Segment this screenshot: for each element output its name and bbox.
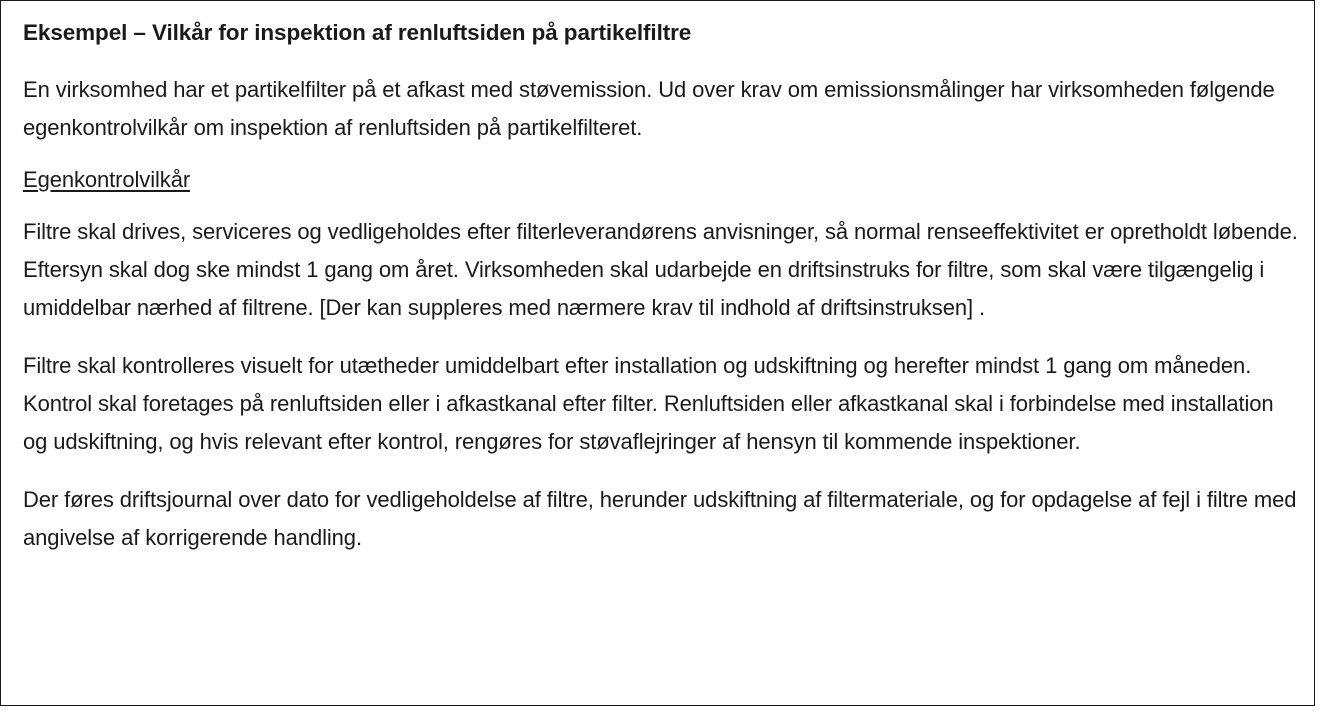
intro-paragraph: En virksomhed har et partikelfilter på et afkast med støvemission. Ud over krav om emissionsmålinger har virksomheden følgende egenkontrolvilkår om inspektion af renluftsiden på partikelfilteret.: [23, 77, 1275, 140]
condition-paragraph-journal: Der føres driftsjournal over dato for vedligeholdelse af filtre, herunder udskiftning af filtermateriale, og for opdagelse af fejl i filtre med angivelse af korrigerende handling.: [23, 487, 1297, 550]
example-content: [23, 15, 1303, 577]
example-title: Eksempel – Vilkår for inspektion af renluftsiden på partikelfiltre: [23, 20, 692, 45]
condition-paragraph-operation: Filtre skal drives, serviceres og vedligeholdes efter filterleverandørens anvisninger, så normal renseeffektivitet er opretholdt løbende. Eftersyn skal dog ske mindst 1 gang om året. Virksomheden skal udarbejde en driftsinstruks for filtre, som skal være tilgængelig i umiddelbar nærhed af filtrene. [Der kan suppleres med nærmere krav til indhold af driftsinstruksen] .: [23, 219, 1298, 320]
section-subheading: Egenkontrolvilkår: [23, 167, 191, 192]
condition-paragraph-inspection: Filtre skal kontrolleres visuelt for utætheder umiddelbart efter installation og udskiftning og herefter mindst 1 gang om måneden. Kontrol skal foretages på renluftsiden eller i afkastkanal efter filter. Renluftsiden eller afkastkanal skal i forbindelse med installation og udskiftning, og hvis relevant efter kontrol, rengøres for støvaflejringer af hensyn til kommende inspektioner.: [23, 353, 1274, 454]
